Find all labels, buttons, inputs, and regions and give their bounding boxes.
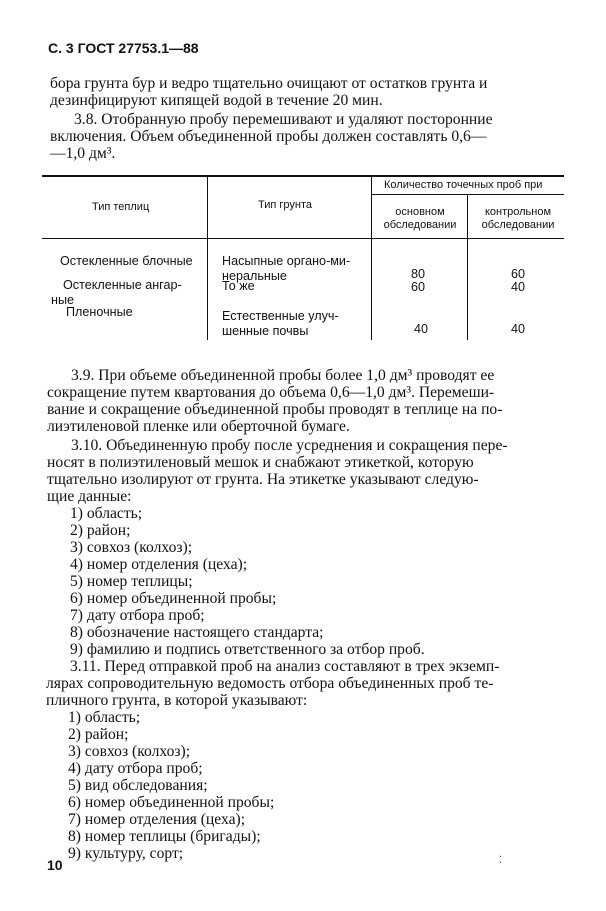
text-line: лиэтиленовой пленке или оберточной бумаге.	[47, 418, 350, 435]
table-cell-soil	[222, 309, 339, 339]
column-header-greenhouse-type: Тип теплиц	[92, 201, 150, 213]
cell-line: шенные почвы	[222, 324, 309, 338]
text-line: 3.8. Отобранную пробу перемешивают и удаляют посторонние	[74, 111, 493, 128]
text-line: щие данные:	[47, 488, 132, 505]
cell-line: неральные	[222, 269, 287, 283]
margin-mark: ⁚	[499, 855, 503, 866]
list-item: 8) номер теплицы (бригады);	[68, 828, 261, 845]
text-line: вание и сокращение объединенной пробы проводят в теплице на по-	[47, 401, 503, 418]
text-line: 3.9. При объеме объединенной пробы более 1,0 дм³ проводят ее	[71, 367, 495, 384]
list-item: 4) номер отделения (цеха);	[70, 556, 248, 573]
header-line: обследовании	[383, 219, 457, 231]
text-line: бора грунта бур и ведро тщательно очищают от остатков грунта и	[50, 75, 488, 92]
table-top-rule	[42, 175, 564, 177]
list-item: 9) фамилию и подпись ответственного за отбор проб.	[70, 641, 425, 658]
list-item: 4) дату отбора проб;	[68, 760, 203, 777]
text-line: лярах сопроводительную ведомость отбора объединенных проб те-	[46, 675, 494, 692]
list-item: 7) дату отбора проб;	[70, 607, 205, 624]
list-item: 5) номер теплицы;	[70, 573, 193, 590]
list-item: 3) совхоз (колхоз);	[70, 539, 193, 556]
list-item: 5) вид обследования;	[68, 777, 208, 794]
text-line: включения. Объем объединенной пробы должен составлять 0,6—	[50, 128, 487, 145]
text-line: 3.11. Перед отправкой проб на анализ составляют в трех экземп-	[70, 658, 500, 675]
list-3-10	[70, 505, 425, 658]
page-number: 10	[47, 857, 63, 873]
list-item: 7) номер отделения (цеха);	[68, 811, 246, 828]
table-vline-3	[467, 195, 468, 340]
table-cell-control: 40	[511, 280, 526, 294]
text-line: пличного грунта, в которой указывают:	[46, 692, 308, 709]
header-line: основном	[395, 206, 445, 218]
table-cell-main: 40	[414, 322, 429, 336]
header-line: обследовании	[481, 219, 555, 231]
column-header-control-survey	[472, 206, 564, 232]
page-header: С. 3 ГОСТ 27753.1—88	[48, 40, 199, 56]
table-cell-main: 80	[411, 267, 426, 281]
cell-line: ные	[51, 293, 75, 307]
column-header-sample-count: Количество точечных проб при	[384, 179, 543, 191]
list-item: 3) совхоз (колхоз);	[68, 743, 191, 760]
paragraph-intro	[50, 75, 487, 109]
table-cell-soil: То же	[222, 279, 255, 293]
text-line: тщательно изолируют от грунта. На этикетке указывают следую-	[47, 471, 479, 488]
paragraph-3-10	[47, 437, 508, 505]
table-cell-control: 40	[511, 322, 526, 336]
table-vline-2	[371, 176, 372, 340]
table-cell-type	[51, 278, 182, 308]
list-item: 6) номер объединенной пробы;	[68, 794, 275, 811]
table-cell-type: Пленочные	[66, 305, 133, 319]
list-item: 9) культуру, сорт;	[68, 845, 184, 862]
list-item: 2) район;	[68, 726, 129, 743]
table-cell-type: Остекленные блочные	[60, 254, 193, 268]
header-line: контрольном	[484, 206, 552, 218]
text-line: 3.10. Объединенную пробу после усреднения и сокращения пере-	[71, 437, 508, 454]
paragraph-3-11	[46, 658, 499, 709]
table-cell-main: 60	[411, 280, 426, 294]
paragraph-3-8	[50, 111, 493, 162]
table-vline-1	[207, 176, 208, 340]
text-line: сокращение путем квартования до объема 0,6—1,0 дм³. Перемеши-	[47, 384, 495, 401]
list-item: 8) обозначение настоящего стандарта;	[70, 624, 324, 641]
cell-line: Насыпные органо-ми-	[222, 254, 351, 268]
cell-line: Естественные улуч-	[222, 309, 339, 323]
text-line: дезинфицируют кипящей водой в течение 20 мин.	[50, 92, 383, 109]
list-item: 1) область;	[70, 505, 143, 522]
column-header-soil-type: Тип грунта	[258, 199, 313, 211]
list-item: 1) область;	[68, 709, 141, 726]
cell-line: Остекленные ангар-	[63, 278, 182, 292]
table-header-rule	[42, 238, 564, 239]
column-header-main-survey	[376, 206, 464, 232]
list-3-11	[68, 709, 274, 862]
text-line: носят в полиэтиленовый мешок и снабжают этикеткой, которую	[47, 454, 474, 471]
table-cell-control: 60	[511, 267, 526, 281]
list-item: 6) номер объединенной пробы;	[70, 590, 277, 607]
text-line: —1,0 дм³.	[50, 145, 116, 162]
paragraph-3-9	[47, 367, 502, 435]
list-item: 2) район;	[70, 522, 131, 539]
